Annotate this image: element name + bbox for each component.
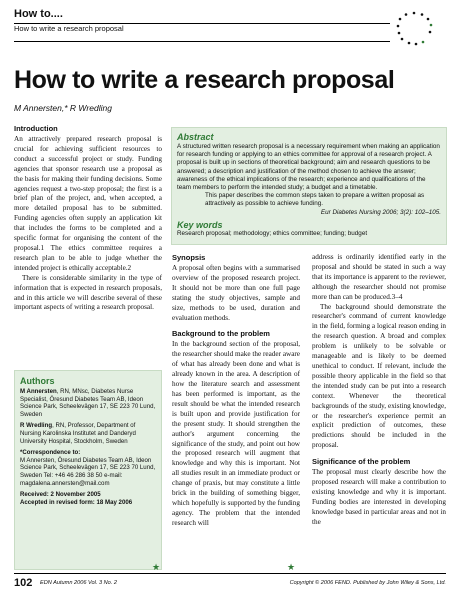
significance-text: The proposal must clearly describe how the proposed research will make a contribution to existing knowledge and why it is important. Funding bodies are interested in developing knowledge based in particular areas and not in the: [312, 468, 446, 526]
article-title: How to write a research proposal: [14, 66, 395, 94]
introduction-paragraph-2: There is considerable similarity in the type of information that is expected in research proposals, and in this article we will describe several of these important aspects of writing a research proposal.: [14, 273, 162, 312]
right-paragraph-1: address is ordinarily identified early in the proposal and should be stated in such a way that its importance is apparent to the reviewer, although the researcher should not promise more than can be produced.3–4: [312, 253, 446, 301]
introduction-heading: Introduction: [14, 124, 58, 133]
keywords-heading: Key words: [177, 219, 223, 230]
abstract-paragraph-2: This paper describes the common steps taken to prepare a written proposal as attractively as possible to achieve funding.: [205, 192, 425, 208]
synopsis-heading: Synopsis: [172, 253, 206, 262]
header-divider-bottom: [14, 41, 390, 42]
author-1: [20, 388, 156, 418]
significance-heading: Significance of the problem: [312, 457, 411, 467]
keywords-text: Research proposal; methodology; ethics committee; funding; budget: [177, 229, 368, 237]
author-names: M Annersten,* R Wredling: [14, 103, 112, 113]
dates: [20, 491, 156, 506]
header-divider-top: [14, 23, 390, 24]
right-column: [312, 253, 446, 528]
abstract-citation: Eur Diabetes Nursing 2006; 3(2): 102–105.: [320, 208, 441, 216]
author-2-name: R Wredling: [20, 422, 53, 430]
right-paragraph-2: The background should demonstrate the researcher's command of current knowledge in the field, forming a logical reason ending in the research question. A broad and complex problem is unlikely to be solvable or manageable and is likely to be deemed unethical to conduct. If relevant, include the possible theory applicable in the field so that the intended study can be put into a research context. Whenever the theoretical backgrounds of the study, existing knowledge, or the researcher's experience permit an explicit prediction of outcomes, these predictions should be included in the proposal.: [312, 302, 446, 450]
author-1-name: M Annersten: [20, 388, 57, 395]
background-heading: Background to the problem: [172, 329, 270, 339]
footer-divider: [14, 573, 446, 574]
footer-journal: EDN Autumn 2006 Vol. 3 No. 2: [40, 580, 118, 586]
abstract-heading: Abstract: [177, 132, 214, 142]
correspondence-heading: *Correspondence to:: [20, 449, 81, 457]
background-text: In the background section of the proposal, the researcher should make the reader aware of what has already been done and what is already known in the area. A description of how the literature search and assessment has been performed is important, as the result should be what the intended research is built upon and provide justification for the present study. It should strengthen the author's argument concerning the significance of the study, and point out how the proposed research will augment that knowledge and why this is important. Not all studies result in an immediate product or change of praxis, but may constitute a little brick in the building of something bigger, which hopefully is supported by the funding agency. The problem that the intended research will: [172, 340, 300, 527]
abstract-text: [177, 143, 441, 209]
abstract-paragraph-1: A structured written research proposal is a necessary requirement when making an application for research funding or applying to an ethics committee for approval of a research project. A proposal is built up in sections of theoretical background; aim and research questions to be answered; a description and justification of the method chosen to achieve the answer; awareness of the ethical implications of the research; experience and qualifications of the team members to perform the intended study; a budget and a timetable.: [177, 143, 440, 192]
left-column: [14, 124, 162, 313]
star-icon: ★: [152, 562, 161, 572]
section-label: How to....: [14, 8, 63, 20]
correspondence: [20, 449, 156, 487]
section-sublabel: How to write a research proposal: [14, 24, 124, 33]
footer-copyright: Copyright © 2006 FEND. Published by John Wiley & Sons, Ltd.: [289, 580, 446, 586]
correspondence-text: M Annersten, Öresund Diabetes Team AB, Ideon Science Park, Scheelevägen 17, SE 223 70 Lund, Sweden Tel: +46 46 286 38 50 e-mail: magdalena.annersten@mail.com: [20, 456, 156, 487]
authors-box-text: [20, 388, 156, 506]
author-2-details: , RN, Professor, Department of Nursing Karolinska Institutet and Danderyd University Hospital, Stockholm, Sweden: [20, 422, 136, 445]
received-date: Received: 2 November 2005: [20, 491, 101, 499]
authors-box: [14, 370, 162, 570]
authors-box-heading: Authors: [20, 376, 55, 386]
synopsis-text: A proposal often begins with a summarised overview of the proposed research project. It should not be more than one full page stating the study objectives, sample and size, methods to be used, duration and evaluation methods.: [172, 264, 300, 322]
section-header: [14, 8, 394, 33]
middle-column: [172, 253, 300, 529]
accepted-date: Accepted in revised form: 18 May 2006: [20, 498, 133, 506]
star-icon: ★: [287, 562, 296, 572]
introduction-paragraph-1: An attractively prepared research proposal is crucial for achieving sufficient resources to conduct a successful project or study. Funding agencies that sponsor research use a proposal as the basis for making their funding decisions. Some agencies request a two-step proposal; the first is a brief plan of the project, and, when accepted, a more detailed proposal has to be submitted. Funding agencies often supply an application kit that includes the forms to be completed and a specific format for organising the content of the proposal.1 The ethics committee requires a research plan to be able to judge whether the intended project is ethically acceptable.2: [14, 135, 162, 272]
abstract-box: [171, 127, 447, 245]
author-1-details: , RN, MNsc, Diabetes Nurse Specialist, Öresund Diabetes Team AB, Ideon Science Park, Scheelevägen 17, SE 223 70 Lund, Sweden: [20, 388, 156, 418]
page-number: 102: [14, 577, 33, 589]
author-2: [20, 422, 156, 445]
star-circle-logo-icon: [392, 10, 436, 46]
